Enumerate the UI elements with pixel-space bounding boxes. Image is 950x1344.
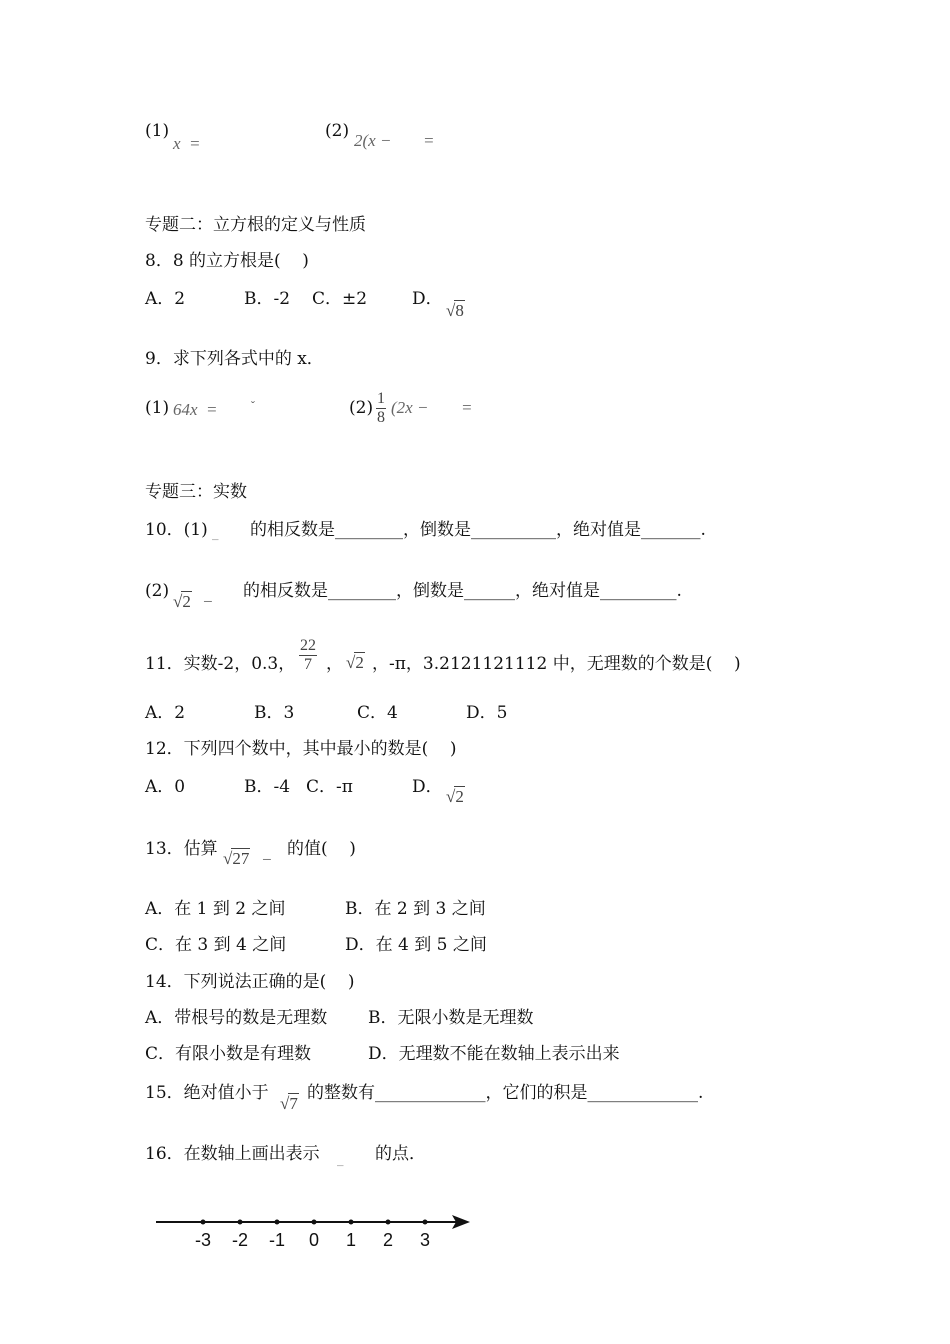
q11-suffix: ，-π，3.2121121112 中，无理数的个数是( ) <box>372 654 741 674</box>
q7-part2-label: (2) <box>325 121 350 141</box>
q13-suffix: 的值( ) <box>287 839 356 859</box>
q10-sqrt-2: √2 <box>173 592 191 611</box>
number-line-tick-label: 0 <box>308 1230 320 1250</box>
q12-option-d: D． <box>412 777 443 797</box>
q11-fraction-22-7 <box>299 637 317 674</box>
q7-part2-expression: 2(x − <box>354 131 392 150</box>
q11-fraction-numerator: 22 <box>300 637 316 654</box>
number-line-ticks <box>195 1220 430 1251</box>
q9-stem: 9．求下列各式中的 x． <box>145 349 324 369</box>
q14-option-b: B．无限小数是无理数 <box>368 1008 534 1028</box>
q9-part2-equals: = <box>461 398 473 417</box>
number-line-tick <box>275 1220 280 1225</box>
q10-line1-mark: _ <box>212 526 219 541</box>
q11-option-a: A．2 <box>145 703 186 723</box>
q8-option-c: C．±2 <box>312 289 368 309</box>
q15-sqrt-7: √7 <box>280 1094 298 1113</box>
q13-option-b: B．在 2 到 3 之间 <box>345 899 486 919</box>
q12-option-a: A．0 <box>145 777 186 797</box>
q16-prefix: 16．在数轴上画出表示 <box>145 1144 320 1164</box>
q14-option-c: C．有限小数是有理数 <box>145 1044 312 1064</box>
q14-option-d: D．无理数不能在数轴上表示出来 <box>368 1044 620 1064</box>
q9-fraction-numerator: 1 <box>377 390 385 407</box>
q11-fraction-denominator: 7 <box>304 656 312 673</box>
q13-sqrt-27: √27 <box>223 849 250 868</box>
q13-tail: − <box>261 850 273 869</box>
q11-option-c: C．4 <box>357 703 398 723</box>
q15-radicand: 7 <box>289 1094 298 1113</box>
q13-option-c: C．在 3 到 4 之间 <box>145 935 287 955</box>
number-line-tick <box>423 1220 428 1225</box>
q8-option-d: D． <box>412 289 443 309</box>
q10-line1-text: 的相反数是________，倒数是__________，绝对值是_______. <box>250 520 706 540</box>
q14-option-a: A．带根号的数是无理数 <box>145 1008 328 1028</box>
q16-mark: _ <box>337 1152 344 1167</box>
q8-stem: 8．8 的立方根是( ) <box>145 251 309 271</box>
q11-comma: ， <box>326 654 343 674</box>
q10-radicand: 2 <box>182 592 191 611</box>
q15-prefix: 15．绝对值小于 <box>145 1083 269 1103</box>
q13-option-d: D．在 4 到 5 之间 <box>345 935 487 955</box>
number-line-tick-label: -2 <box>231 1230 249 1250</box>
q9-part1-label: (1) <box>145 398 170 418</box>
q12-option-c: C．-π <box>306 777 353 797</box>
q11-option-d: D．5 <box>466 703 508 723</box>
q8-option-a: A．2 <box>145 289 186 309</box>
number-line <box>150 1205 480 1255</box>
q10-line2-prefix: (2) <box>145 581 170 601</box>
number-line-tick-label: -1 <box>268 1230 286 1250</box>
q10-line2-tail: − <box>202 592 214 611</box>
q8-sqrt-8: √8 <box>446 301 464 320</box>
number-line-tick <box>349 1220 354 1225</box>
number-line-tick-label: 3 <box>419 1230 431 1250</box>
number-line-tick-label: 2 <box>382 1230 394 1250</box>
q13-radicand: 27 <box>232 849 250 868</box>
q14-stem: 14．下列说法正确的是( ) <box>145 972 355 992</box>
section-title-cube-root: 专题二：立方根的定义与性质 <box>145 215 366 235</box>
q9-part2-label: (2) <box>349 398 374 418</box>
q8-option-b: B．-2 <box>244 289 291 309</box>
q10-line1-prefix: 10．(1) <box>145 520 208 540</box>
q7-part1-label: (1) <box>145 121 170 141</box>
q13-option-a: A．在 1 到 2 之间 <box>145 899 286 919</box>
q15-suffix: 的整数有_____________，它们的积是_____________. <box>307 1083 704 1103</box>
q9-part1-expression: 64x = <box>173 400 218 419</box>
q12-stem: 12．下列四个数中，其中最小的数是( ) <box>145 739 457 759</box>
q12-radicand: 2 <box>455 787 464 806</box>
q11-option-b: B．3 <box>254 703 295 723</box>
q10-line2-text: 的相反数是________，倒数是______，绝对值是_________. <box>243 581 682 601</box>
number-line-tick-label: -3 <box>194 1230 212 1250</box>
number-line-tick <box>386 1220 391 1225</box>
q11-prefix: 11．实数-2，0.3， <box>145 654 296 674</box>
number-line-tick <box>312 1220 317 1225</box>
q9-part2-expression: (2x − <box>391 398 429 417</box>
number-line-tick <box>238 1220 243 1225</box>
section-title-real-numbers: 专题三：实数 <box>145 482 247 502</box>
q12-option-b: B．-4 <box>244 777 291 797</box>
q16-suffix: 的点． <box>375 1144 426 1164</box>
q9-part1-tail: ˇ <box>250 398 255 413</box>
q11-sqrt-2: √2 <box>346 653 364 672</box>
number-line-tick <box>201 1220 206 1225</box>
q7-part2-equals: = <box>423 131 435 150</box>
q7-part1-expression: x = <box>173 134 201 153</box>
q8-radicand: 8 <box>455 301 464 320</box>
q9-fraction-one-eighth <box>376 390 386 427</box>
q11-radicand: 2 <box>355 653 364 672</box>
q13-prefix: 13．估算 <box>145 839 218 859</box>
q12-sqrt-2: √2 <box>446 787 464 806</box>
q9-fraction-denominator: 8 <box>377 409 385 426</box>
number-line-tick-label: 1 <box>345 1230 357 1250</box>
